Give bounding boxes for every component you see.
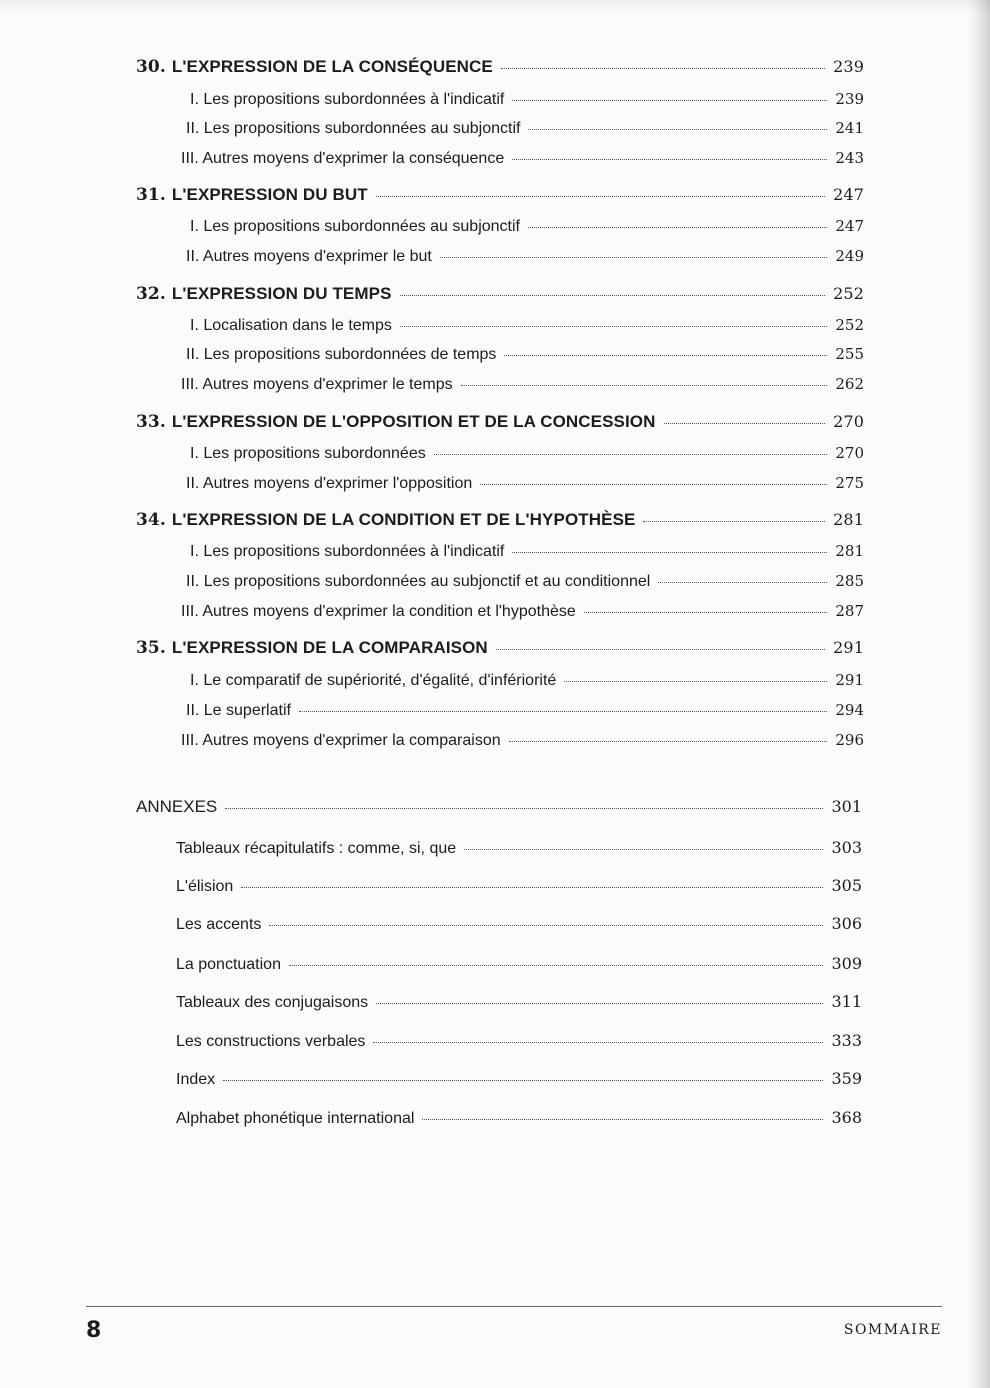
dot-leader (400, 295, 826, 296)
section-page: 285 (835, 572, 864, 590)
footer-page-number: 8 (86, 1318, 102, 1343)
annex-label: Tableaux récapitulatifs : comme, si, que (176, 840, 457, 857)
section-page: 262 (835, 375, 864, 393)
annex-page: 359 (831, 1069, 862, 1088)
section-label: II. Les propositions subordonnées au subjonctif (186, 120, 521, 137)
section-page: 291 (835, 671, 864, 689)
annex-label: Tableaux des conjugaisons (176, 994, 369, 1011)
chapter-number: 30. (136, 57, 166, 77)
toc-chapter-33[interactable] (136, 412, 864, 432)
dot-leader (528, 227, 827, 228)
section-page: 252 (835, 316, 864, 334)
section-label: III. Autres moyens d'exprimer la conséquence (181, 150, 505, 167)
dot-leader (223, 1080, 823, 1081)
dot-leader (512, 100, 827, 101)
toc-annex-item[interactable] (176, 1069, 862, 1089)
section-label: I. Les propositions subordonnées (190, 445, 426, 462)
dot-leader (422, 1119, 823, 1120)
section-label: II. Autres moyens d'exprimer le but (186, 248, 432, 265)
annex-label: L'élision (176, 878, 234, 895)
dot-leader (664, 423, 826, 424)
section-page: 296 (835, 731, 864, 749)
dot-leader (289, 965, 823, 966)
dot-leader (440, 257, 828, 258)
toc-section[interactable] (186, 119, 864, 138)
section-page: 294 (835, 701, 864, 719)
section-page: 239 (835, 90, 864, 108)
chapter-title: L'EXPRESSION DE LA CONSÉQUENCE (171, 57, 493, 76)
dot-leader (400, 326, 827, 327)
annex-page: 309 (831, 954, 862, 973)
toc-chapter-35[interactable] (136, 638, 864, 658)
annex-label: Index (176, 1071, 216, 1088)
section-label: I. Les propositions subordonnées à l'indicatif (190, 91, 505, 108)
dot-leader (373, 1042, 823, 1043)
toc-annex-item[interactable] (176, 876, 862, 896)
section-page: 287 (835, 602, 864, 620)
toc-annexes[interactable] (136, 797, 862, 817)
section-label: II. Les propositions subordonnées de temps (186, 346, 497, 363)
chapter-page: 270 (833, 412, 864, 431)
toc-chapter-30[interactable] (136, 57, 864, 77)
annex-label: Les constructions verbales (176, 1033, 366, 1050)
chapter-title: L'EXPRESSION DU TEMPS (171, 284, 392, 303)
chapter-number: 33. (136, 412, 166, 432)
annex-label: Alphabet phonétique international (176, 1110, 415, 1127)
chapter-number: 34. (136, 510, 166, 530)
chapter-title: L'EXPRESSION DU BUT (171, 185, 368, 204)
toc-section[interactable] (190, 217, 864, 236)
section-label: I. Localisation dans le temps (190, 317, 392, 334)
toc-section[interactable] (190, 90, 864, 109)
dot-leader (434, 454, 828, 455)
annex-page: 311 (831, 992, 862, 1011)
section-label: III. Autres moyens d'exprimer la condition et l'hypothèse (181, 603, 576, 620)
section-label: II. Le superlatif (186, 702, 291, 719)
toc-annex-item[interactable] (176, 914, 862, 934)
section-label: III. Autres moyens d'exprimer la comparaison (181, 732, 501, 749)
chapter-page: 252 (833, 284, 864, 303)
section-page: 243 (835, 149, 864, 167)
toc-section[interactable] (186, 247, 864, 266)
dot-leader (299, 711, 827, 712)
section-page: 247 (835, 217, 864, 235)
section-label: I. Les propositions subordonnées au subjonctif (190, 218, 520, 235)
toc-section[interactable] (186, 345, 864, 364)
footer-section-title: SOMMAIRE (843, 1322, 942, 1338)
section-page: 249 (835, 247, 864, 265)
section-label: II. Les propositions subordonnées au subjonctif et au conditionnel (186, 573, 651, 590)
section-label: I. Les propositions subordonnées à l'indicatif (190, 543, 505, 560)
dot-leader (584, 612, 828, 613)
annexes-page: 301 (831, 797, 862, 816)
section-page: 255 (835, 345, 864, 363)
dot-leader (512, 552, 827, 553)
section-page: 281 (835, 542, 864, 560)
chapter-number: 32. (136, 284, 166, 304)
toc-annex-item[interactable] (176, 1108, 862, 1128)
dot-leader (528, 129, 827, 130)
annex-page: 303 (831, 838, 862, 857)
toc-section[interactable] (181, 602, 864, 621)
dot-leader (496, 649, 825, 650)
dot-leader (512, 159, 827, 160)
chapter-title: L'EXPRESSION DE LA CONDITION ET DE L'HYPOTHÈSE (171, 510, 636, 529)
chapter-page: 247 (833, 185, 864, 204)
toc-chapter-34[interactable] (136, 510, 864, 530)
dot-leader (464, 849, 823, 850)
toc-chapter-31[interactable] (136, 185, 864, 205)
annex-label: Les accents (176, 916, 262, 933)
toc-section[interactable] (186, 572, 864, 591)
dot-leader (509, 741, 828, 742)
annex-label: La ponctuation (176, 956, 281, 973)
chapter-number: 35. (136, 638, 166, 658)
chapter-number: 31. (136, 185, 166, 205)
dot-leader (376, 1003, 823, 1004)
toc-section[interactable] (181, 375, 864, 394)
toc-section[interactable] (186, 474, 864, 493)
page-top-shadow (0, 0, 990, 14)
chapter-page: 239 (833, 57, 864, 76)
annex-page: 306 (831, 914, 862, 933)
dot-leader (504, 355, 827, 356)
chapter-title: L'EXPRESSION DE LA COMPARAISON (171, 638, 488, 657)
toc-section[interactable] (181, 149, 864, 168)
toc-section[interactable] (186, 701, 864, 720)
annex-page: 333 (831, 1031, 862, 1050)
section-label: II. Autres moyens d'exprimer l'opposition (186, 475, 473, 492)
section-label: III. Autres moyens d'exprimer le temps (181, 376, 453, 393)
toc-section[interactable] (190, 542, 864, 561)
annexes-title: ANNEXES (136, 797, 218, 816)
dot-leader (376, 196, 825, 197)
dot-leader (658, 582, 827, 583)
dot-leader (225, 808, 823, 809)
footer-divider (86, 1306, 942, 1307)
dot-leader (461, 385, 828, 386)
chapter-page: 281 (833, 510, 864, 529)
section-page: 270 (835, 444, 864, 462)
toc-section[interactable] (181, 731, 864, 750)
toc-section[interactable] (190, 671, 864, 690)
dot-leader (564, 681, 827, 682)
toc-section[interactable] (190, 444, 864, 463)
dot-leader (501, 68, 825, 69)
annex-page: 368 (831, 1108, 862, 1127)
dot-leader (241, 887, 823, 888)
toc-annex-item[interactable] (176, 954, 862, 974)
dot-leader (269, 925, 823, 926)
toc-annex-item[interactable] (176, 992, 862, 1012)
chapter-page: 291 (833, 638, 864, 657)
section-page: 241 (835, 119, 864, 137)
chapter-title: L'EXPRESSION DE L'OPPOSITION ET DE LA CONCESSION (171, 412, 656, 431)
toc-section[interactable] (190, 316, 864, 335)
toc-annex-item[interactable] (176, 1031, 862, 1051)
dot-leader (480, 484, 827, 485)
dot-leader (643, 521, 825, 522)
page-binding-shadow (968, 0, 990, 1388)
toc-chapter-32[interactable] (136, 284, 864, 304)
toc-annex-item[interactable] (176, 838, 862, 858)
section-label: I. Le comparatif de supériorité, d'égalité, d'infériorité (190, 672, 557, 689)
section-page: 275 (835, 474, 864, 492)
annex-page: 305 (831, 876, 862, 895)
